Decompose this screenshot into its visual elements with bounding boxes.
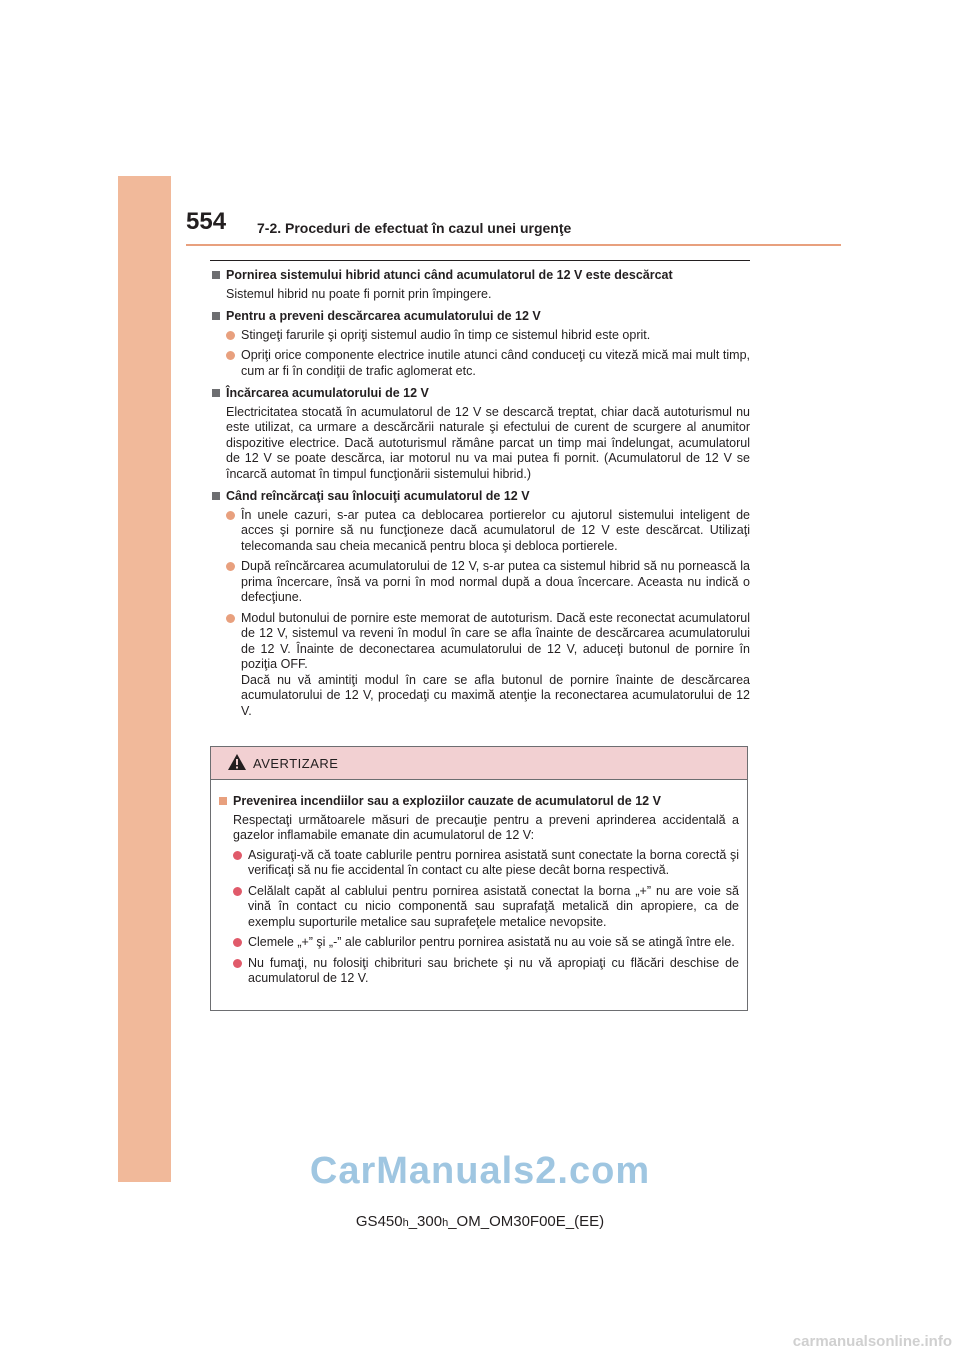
- warning-label: AVERTIZARE: [253, 755, 339, 771]
- list-item: Nu fumaţi, nu folosiţi chibrituri sau brichete şi nu vă apropiaţi cu flăcări deschise de acumulatorul de 12 V.: [233, 956, 739, 987]
- list-item: Clemele „+” şi „-” ale cablurilor pentru pornirea asistată nu au voie să se atingă între ele.: [233, 935, 739, 951]
- bullet-dot-icon: [226, 351, 235, 360]
- section-text: Electricitatea stocată în acumulatorul de 12 V se descarcă treptat, chiar dacă autoturismul nu este utilizat, ca urmare a descărcării naturale şi efectului de curent de scurgere al anumitor dispozitive electrice. Dacă autoturismul rămâne parcat un timp mai îndelungat, acumulatorul de 12 V se poate descărca, iar motorul nu va mai putea fi pornit. (Acumulatorul de 12 V se încarcă automat în timpul funcţionării sistemului hibrid.): [226, 404, 750, 481]
- section-block: [212, 268, 750, 302]
- warning-triangle-icon: [227, 753, 247, 774]
- list-item: Stingeţi farurile şi opriţi sistemul audio în timp ce sistemul hibrid este oprit.: [226, 328, 750, 344]
- content-top-rule: [210, 260, 750, 261]
- section-block: [212, 309, 750, 379]
- page-number: 554: [186, 208, 227, 235]
- warning-header: [211, 747, 747, 780]
- page-header: [186, 206, 841, 246]
- section-block: [212, 489, 750, 719]
- list-item: Asiguraţi-vă că toate cablurile pentru pornirea asistată sunt conectate la borna corectă şi verificaţi să nu fie accidental în contact cu alte piese decât borna respectivă.: [233, 848, 739, 879]
- list-item: În unele cazuri, s-ar putea ca deblocarea portierelor cu ajutorul sistemului inteligent de acces şi pornire să nu funcţioneze dacă acumulatorul de 12 V este descărcat. Utilizaţi telecomanda sau cheia mecanică pentru bloca şi debloca portierele.: [226, 508, 750, 555]
- warning-box: [210, 746, 748, 1011]
- section-block: [212, 386, 750, 482]
- section-title: 7-2. Proceduri de efectuat în cazul unei urgenţe: [257, 220, 572, 236]
- chapter-sidebar-tab: [118, 176, 171, 1182]
- watermark-corner: carmanualsonline.info: [792, 1333, 952, 1350]
- bullet-dot-icon: [226, 511, 235, 520]
- list-item: După reîncărcarea acumulatorului de 12 V, s-ar putea ca sistemul hibrid să nu pornească la prima încercare, însă va porni în mod normal după a doua încercare. Aceasta nu indică o defecţiune.: [226, 559, 750, 606]
- bullet-dot-icon: [226, 614, 235, 623]
- warning-heading: Prevenirea incendiilor sau a exploziilor cauzate de acumulatorul de 12 V: [219, 794, 739, 810]
- list-item: Celălalt capăt al cablului pentru pornirea asistată conectat la borna „+” nu are voie să vină în contact cu nicio componentă sau suprafaţă metalică din apropiere, ca de exemplu suporturile metalice sau suprafeţele metalice nevopsite.: [233, 884, 739, 931]
- bullet-dot-icon: [233, 887, 242, 896]
- section-heading: Încărcarea acumulatorului de 12 V: [212, 386, 750, 402]
- square-bullet-icon: [212, 389, 220, 397]
- square-bullet-icon: [212, 312, 220, 320]
- section-heading: Când reîncărcaţi sau înlocuiţi acumulatorul de 12 V: [212, 489, 750, 505]
- section-text: Sistemul hibrid nu poate fi pornit prin împingere.: [226, 286, 492, 301]
- header-rule: [186, 244, 841, 246]
- bullet-dot-icon: [226, 562, 235, 571]
- bullet-dot-icon: [233, 851, 242, 860]
- page-footer: GS450h_300h_OM_OM30F00E_(EE): [355, 1213, 605, 1230]
- warning-text: Respectaţi următoarele măsuri de precauţie pentru a preveni aprinderea accidentală a gazelor inflamabile emanate din acumulatorul de 12 V:: [233, 812, 739, 842]
- bullet-dot-icon: [226, 331, 235, 340]
- bullet-dot-icon: [233, 959, 242, 968]
- section-heading: Pornirea sistemului hibrid atunci când acumulatorul de 12 V este descărcat: [212, 268, 750, 284]
- list-item: Modul butonului de pornire este memorat de autoturism. Dacă este reconectat acumulatorul de 12 V, sistemul va reveni în modul în care se afla înainte de descărcarea acumulatorului de 12 V. Înainte de deconectarea acumulatorului de 12 V, aduceţi butonul de pornire în poziţia OFF. Dacă nu vă amintiţi modul în care se afla butonul de pornire înainte de descărcarea acumulatorului de 12 V, procedaţi cu maximă atenţie la reconectarea acumulatorului de 12 V.: [226, 611, 750, 720]
- warning-body: [211, 780, 747, 987]
- main-content: [212, 268, 750, 726]
- square-bullet-icon: [212, 492, 220, 500]
- watermark-logo: CarManuals2.com: [309, 1150, 651, 1192]
- bullet-dot-icon: [233, 938, 242, 947]
- list-item: Opriţi orice componente electrice inutile atunci când conduceţi cu viteză mică mai mult timp, cum ar fi în condiţii de trafic aglomerat etc.: [226, 348, 750, 379]
- square-bullet-icon: [219, 797, 227, 805]
- section-heading: Pentru a preveni descărcarea acumulatorului de 12 V: [212, 309, 750, 325]
- square-bullet-icon: [212, 271, 220, 279]
